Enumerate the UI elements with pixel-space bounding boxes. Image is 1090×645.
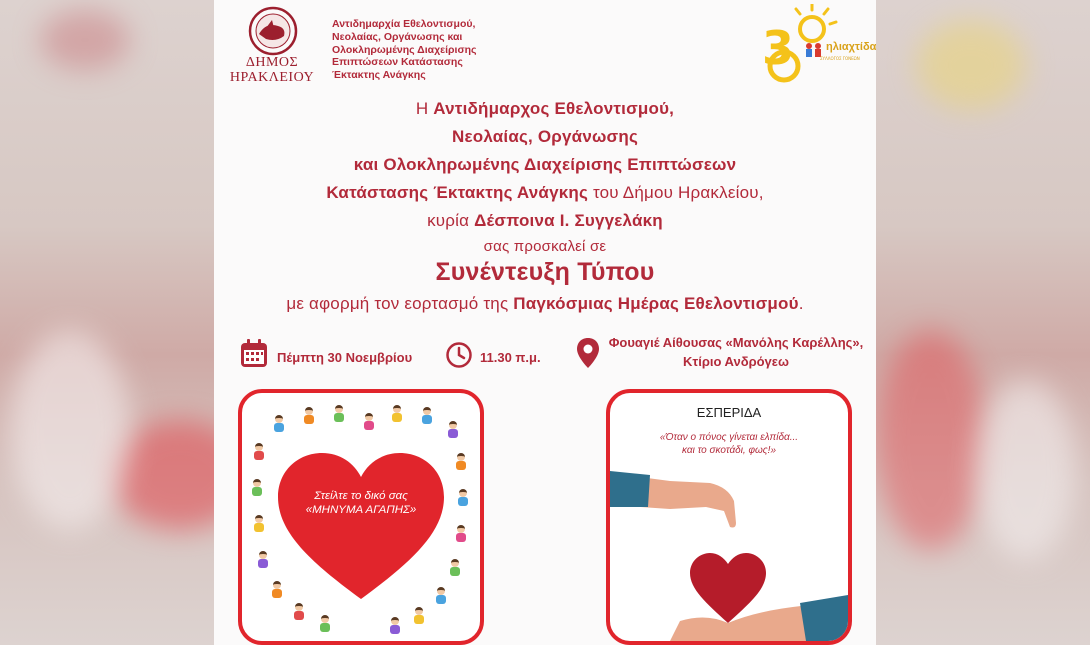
quote-line-2: και το σκοτάδι, φως!» <box>682 445 776 456</box>
partner-logo-name: ηλιαχτίδα <box>826 41 876 53</box>
child-figure-icon <box>252 515 266 533</box>
event-title: Συνέντευξη Τύπου <box>435 258 655 286</box>
child-figure-icon <box>434 587 448 605</box>
evening-quote <box>610 431 848 457</box>
quote-line-1: «Όταν ο πόνος γίνεται ελπίδα... <box>659 432 799 443</box>
calendar-icon <box>239 338 269 369</box>
event-location <box>600 333 872 371</box>
department-title <box>332 18 477 82</box>
blurred-background-left <box>0 0 214 645</box>
child-figure-icon <box>454 453 468 471</box>
department-line-1: Αντιδημαρχία Εθελοντισμού, <box>332 18 476 30</box>
partner-logo-number: 3 <box>762 21 795 75</box>
municipality-logo-text <box>226 55 318 85</box>
child-figure-icon <box>332 405 346 423</box>
child-figure-icon <box>388 617 402 635</box>
child-figure-icon <box>448 559 462 577</box>
child-figure-icon <box>446 421 460 439</box>
love-message-line-2: «ΜΗΝΥΜΑ ΑΓΑΠΗΣ» <box>305 504 417 516</box>
evening-heading: ΕΣΠΕΡΙΔΑ <box>696 405 762 420</box>
hands-with-heart-illustration <box>610 463 848 641</box>
invite-line-8: με αφορμή τον εορτασμό της Παγκόσμιας Ημέρας Εθελοντισμού. <box>286 294 804 313</box>
child-figure-icon <box>250 479 264 497</box>
invite-line-3: και Ολοκληρωμένης Διαχείρισης Επιπτώσεων <box>353 155 737 174</box>
love-message-card <box>238 389 484 645</box>
department-line-5: Έκτακτης Ανάγκης <box>332 69 426 82</box>
department-line-2: Νεολαίας, Οργάνωσης και <box>332 30 463 43</box>
invite-line-6: σας προσκαλεί σε <box>483 238 607 255</box>
child-figure-icon <box>420 407 434 425</box>
logo-line-1: ΔΗΜΟΣ <box>245 55 299 70</box>
love-message-line-1: Στείλτε το δικό σας <box>314 490 408 502</box>
child-figure-icon <box>252 443 266 461</box>
department-line-4: Επιπτώσεων Κατάστασης <box>332 56 463 69</box>
child-figure-icon <box>412 607 426 625</box>
child-figure-icon <box>318 615 332 633</box>
child-figure-icon <box>272 415 286 433</box>
svg-text:ΣΥΛΛΟΓΟΣ ΓΟΝΕΩΝ: ΣΥΛΛΟΓΟΣ ΓΟΝΕΩΝ <box>820 56 860 61</box>
event-evening-card <box>606 389 852 645</box>
logo-line-2: ΗΡΑΚΛΕΙΟΥ <box>229 70 315 85</box>
location-line-2: Κτίριο Ανδρόγεω <box>683 354 789 369</box>
child-figure-icon <box>456 489 470 507</box>
invitation-poster <box>214 0 876 645</box>
department-line-3: Ολοκληρωμένης Διαχείρισης <box>332 43 477 56</box>
event-time: 11.30 π.μ. <box>480 350 541 365</box>
child-figure-icon <box>302 407 316 425</box>
child-figure-icon <box>292 603 306 621</box>
child-figure-icon <box>362 413 376 431</box>
clock-icon <box>445 341 473 369</box>
blurred-background-right <box>876 0 1090 645</box>
invite-line-4: Κατάστασης Έκτακτης Ανάγκης του Δήμου Ηρακλείου, <box>326 183 764 202</box>
love-message-text <box>282 489 440 517</box>
event-date: Πέμπτη 30 Νοεμβρίου <box>277 350 413 365</box>
invite-line-5: κυρία Δέσποινα Ι. Συγγελάκη <box>427 211 663 230</box>
location-line-1: Φουαγιέ Αίθουσας «Μανόλης Καρέλλης», <box>608 335 864 350</box>
child-figure-icon <box>256 551 270 569</box>
child-figure-icon <box>390 405 404 423</box>
child-figure-icon <box>454 525 468 543</box>
invite-line-1: Η Αντιδήμαρχος Εθελοντισμού, <box>415 99 675 118</box>
location-pin-icon <box>576 337 600 369</box>
child-figure-icon <box>270 581 284 599</box>
invite-line-2: Νεολαίας, Οργάνωσης <box>451 127 638 146</box>
